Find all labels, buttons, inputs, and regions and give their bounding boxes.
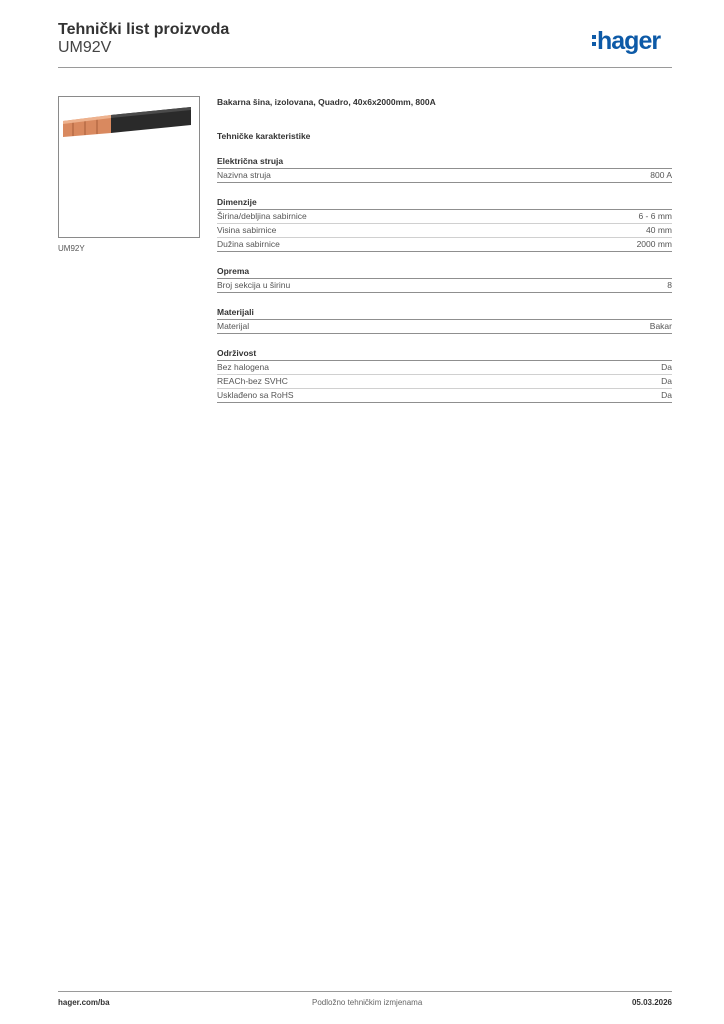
spec-value: 800 A	[650, 170, 672, 180]
spec-content	[217, 96, 672, 403]
spec-label: Širina/debljina sabirnice	[217, 211, 307, 221]
spec-group-equipment	[217, 265, 672, 293]
product-description: Bakarna šina, izolovana, Quadro, 40x6x2000mm, 800A	[217, 97, 436, 107]
footer-date: 05.03.2026	[631, 998, 672, 1007]
spec-label: Nazivna struja	[217, 170, 271, 180]
spec-row	[217, 320, 672, 334]
spec-row	[217, 389, 672, 403]
group-title: Oprema	[217, 265, 672, 279]
spec-label: Usklađeno sa RoHS	[217, 390, 294, 400]
spec-value: 8	[667, 280, 672, 290]
spec-row	[217, 375, 672, 389]
spec-label: Materijal	[217, 321, 250, 331]
spec-row	[217, 361, 672, 375]
image-caption: UM92Y	[58, 244, 85, 253]
page-title: Tehnički list proizvoda	[58, 21, 230, 38]
spec-value: Da	[661, 390, 672, 400]
product-image	[58, 96, 200, 238]
group-title: Materijali	[217, 306, 672, 320]
spec-label: REACh-bez SVHC	[217, 376, 288, 386]
spec-group-materials	[217, 306, 672, 334]
spec-value: 2000 mm	[636, 239, 672, 249]
spec-row	[217, 224, 672, 238]
spec-label: Bez halogena	[217, 362, 269, 372]
spec-row	[217, 169, 672, 183]
spec-value: 40 mm	[646, 225, 672, 235]
spec-label: Broj sekcija u širinu	[217, 280, 291, 290]
hager-logo[interactable]	[592, 29, 660, 54]
product-code: UM92V	[58, 39, 112, 56]
logo-text: hager	[597, 27, 661, 55]
spec-value: 6 - 6 mm	[638, 211, 672, 221]
section-title: Tehničke karakteristike	[217, 131, 311, 141]
group-title: Održivost	[217, 347, 672, 361]
copper-busbar-image	[59, 97, 199, 237]
spec-label: Visina sabirnice	[217, 225, 277, 235]
footer-disclaimer: Podložno tehničkim izmjenama	[312, 998, 423, 1007]
logo-dots-icon	[592, 35, 596, 49]
spec-row	[217, 238, 672, 252]
group-title: Dimenzije	[217, 196, 672, 210]
spec-row	[217, 210, 672, 224]
footer-website-link[interactable]: hager.com/ba	[58, 998, 110, 1007]
spec-group-sustainability	[217, 347, 672, 403]
spec-value: Bakar	[649, 321, 672, 331]
header-divider	[58, 67, 672, 68]
footer-divider	[58, 991, 672, 992]
spec-label: Dužina sabirnice	[217, 239, 280, 249]
spec-value: Da	[661, 376, 672, 386]
spec-group-dimensions	[217, 196, 672, 252]
group-title: Električna struja	[217, 155, 672, 169]
spec-value: Da	[661, 362, 672, 372]
spec-row	[217, 279, 672, 293]
spec-group-electrical	[217, 155, 672, 183]
